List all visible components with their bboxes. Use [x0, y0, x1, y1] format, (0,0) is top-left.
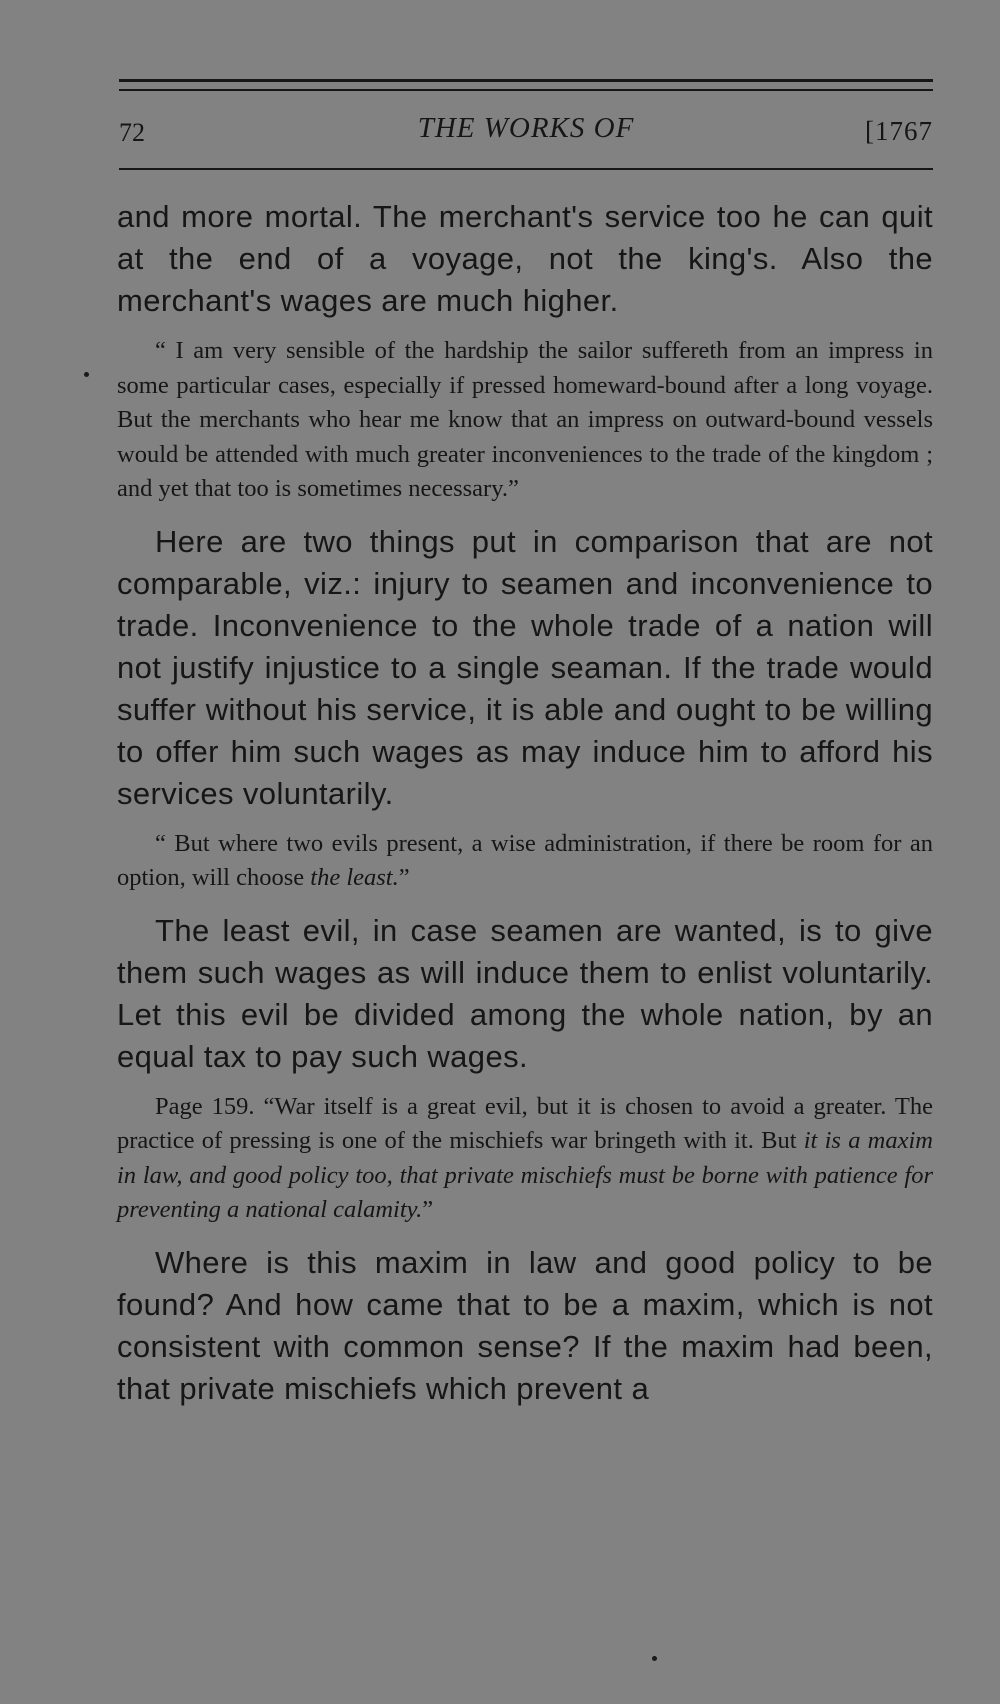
- quotation-2-italic: the least.: [310, 864, 399, 891]
- ink-speck: [84, 372, 89, 377]
- quotation-3-text: Page 159. “War itself is a great evil, but it is chosen to avoid a greater. The practice of pressing is one of the mischiefs war bringeth with it. But: [117, 1092, 933, 1154]
- quotation-3-italic: it is a maxim in law, and good policy too, that private mischiefs must be borne with patience for preventing a national calamity.: [117, 1127, 933, 1223]
- quotation-3-close: ”: [422, 1196, 434, 1223]
- running-year: [1767: [865, 116, 933, 146]
- page-number: 72: [119, 118, 145, 147]
- quotation-2-close: ”: [398, 864, 410, 891]
- quotation-3: [117, 1090, 933, 1228]
- quotation-2: [117, 827, 933, 896]
- paragraph-1: and more mortal. The merchant's service too he can quit at the end of a voyage, not the king's. Also the merchant's wages are much higher.: [117, 199, 933, 318]
- ink-speck: [652, 1656, 657, 1661]
- quotation-2-text: “ But where two evils present, a wise administration, if there be room for an option, will choose: [117, 829, 933, 891]
- paragraph-2: Here are two things put in comparison that are not comparable, viz.: injury to seamen and inconvenience to trade. Inconvenience to the whole trade of a nation will not justify injustice to a single seaman. If the trade would suffer without his service, it is able and ought to be willing to offer him such wages as may induce him to afford his services voluntarily.: [117, 523, 933, 811]
- running-title: THE WORKS OF: [417, 112, 635, 144]
- paragraph-3: The least evil, in case seamen are wanted, is to give them such wages as will induce them to enlist voluntarily. Let this evil be divided among the whole nation, by an equal tax to pay such wages.: [117, 912, 933, 1074]
- page-body: [117, 196, 933, 1410]
- top-double-rule-upper: [119, 79, 933, 82]
- quotation-1: “ I am very sensible of the hardship the sailor suffereth from an impress in some particular cases, especially if pressed homeward-bound after a long voyage. But the merchants who hear me know that an impress on outward-bound vessels would be attended with much greater inconveniences to the trade of the kingdom ; and yet that too is sometimes necessary.”: [117, 337, 933, 502]
- paragraph-4: Where is this maxim in law and good policy to be found? And how came that to be a maxim, which is not consistent with common sense? If the maxim had been, that private mischiefs which prevent a: [117, 1244, 933, 1406]
- top-double-rule-lower: [119, 89, 933, 91]
- header-rule: [119, 168, 933, 170]
- running-head: [119, 112, 933, 152]
